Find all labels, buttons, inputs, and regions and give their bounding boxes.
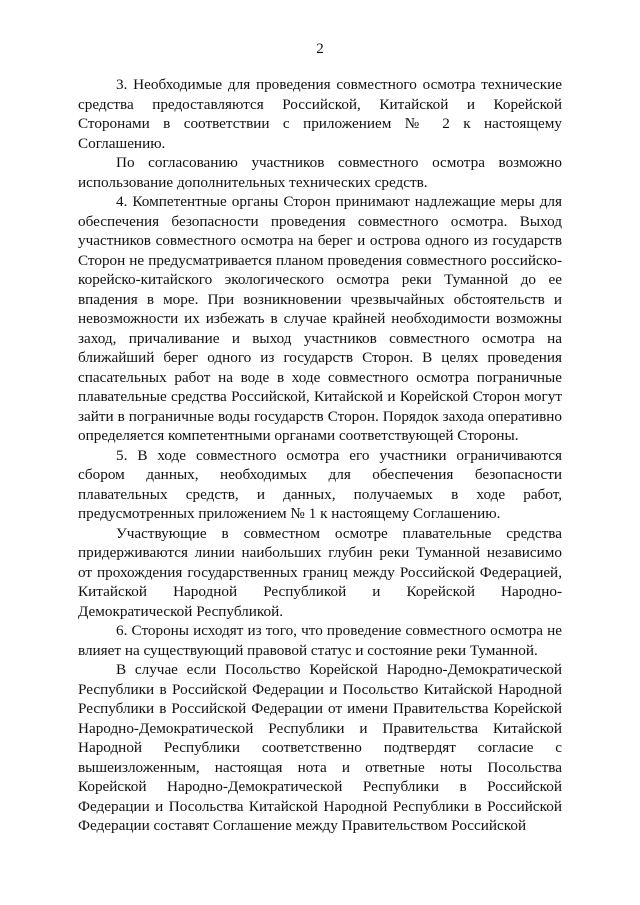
paragraph-item-3-equipment: 3. Необходимые для проведения совместного осмотра технические средства предоставляются Российской, Китайской и Корейской Сторонами в соответствии с приложением № 2 к настоящему Соглашению.	[78, 76, 562, 152]
page-number: 2	[316, 41, 324, 57]
document-body	[78, 75, 562, 836]
paragraph-vessels-route: Участвующие в совместном осмотре плавательные средства придерживаются линии наибольших глубин реки Туманной независимо от прохождения государственных границ между Российской Федерацией, Китайской Народной Республикой и Корейской Народно-Демократической Республикой.	[78, 524, 562, 620]
paragraph-item-5-data-collection: 5. В ходе совместного осмотра его участники ограничиваются сбором данных, необходимых для обеспечения безопасности плавательных средств, и данных, получаемых в ходе работ, предусмотренных приложением № 1 к настоящему Соглашению.	[78, 446, 562, 522]
paragraph-additional-equipment: По согласованию участников совместного осмотра возможно использование дополнительных технических средств.	[78, 154, 562, 191]
paragraph-item-6-legal-status: 6. Стороны исходят из того, что проведение совместного осмотра не влияет на существующий правовой статус и состояние реки Туманной.	[78, 622, 562, 659]
paragraph-item-4-safety: 4. Компетентные органы Сторон принимают надлежащие меры для обеспечения безопасности проведения совместного осмотра. Выход участников совместного осмотра на берег и острова одного из государств Сторон не предусматривается планом проведения совместного российско-корейско-китайского экологического осмотра реки Туманной до ее впадения в море. При возникновении чрезвычайных обстоятельств и невозможности их избежать в случае крайней необходимости возможны заход, причаливание и выход участников совместного осмотра на ближайший берег одного из государств Сторон. В целях проведения спасательных работ на воде в ходе совместного осмотра пограничные плавательные средства Российской, Китайской и Корейской Сторон могут зайти в пограничные воды государств Сторон. Порядок захода оперативно определяется компетентными органами соответствующей Стороны.	[78, 193, 562, 444]
paragraph-agreement-confirmation: В случае если Посольство Корейской Народно-Демократической Республики в Российской Федерации и Посольство Китайской Народной Республики в Российской Федерации от имени Правительства Корейской Народно-Демократической Республики и Правительства Китайской Народной Республики соответственно подтвердят согласие с вышеизложенным, настоящая нота и ответные ноты Посольства Корейской Народно-Демократической Республики в Российской Федерации и Посольства Китайской Народной Республики в Российской Федерации составят Соглашение между Правительством Российской	[78, 661, 562, 834]
